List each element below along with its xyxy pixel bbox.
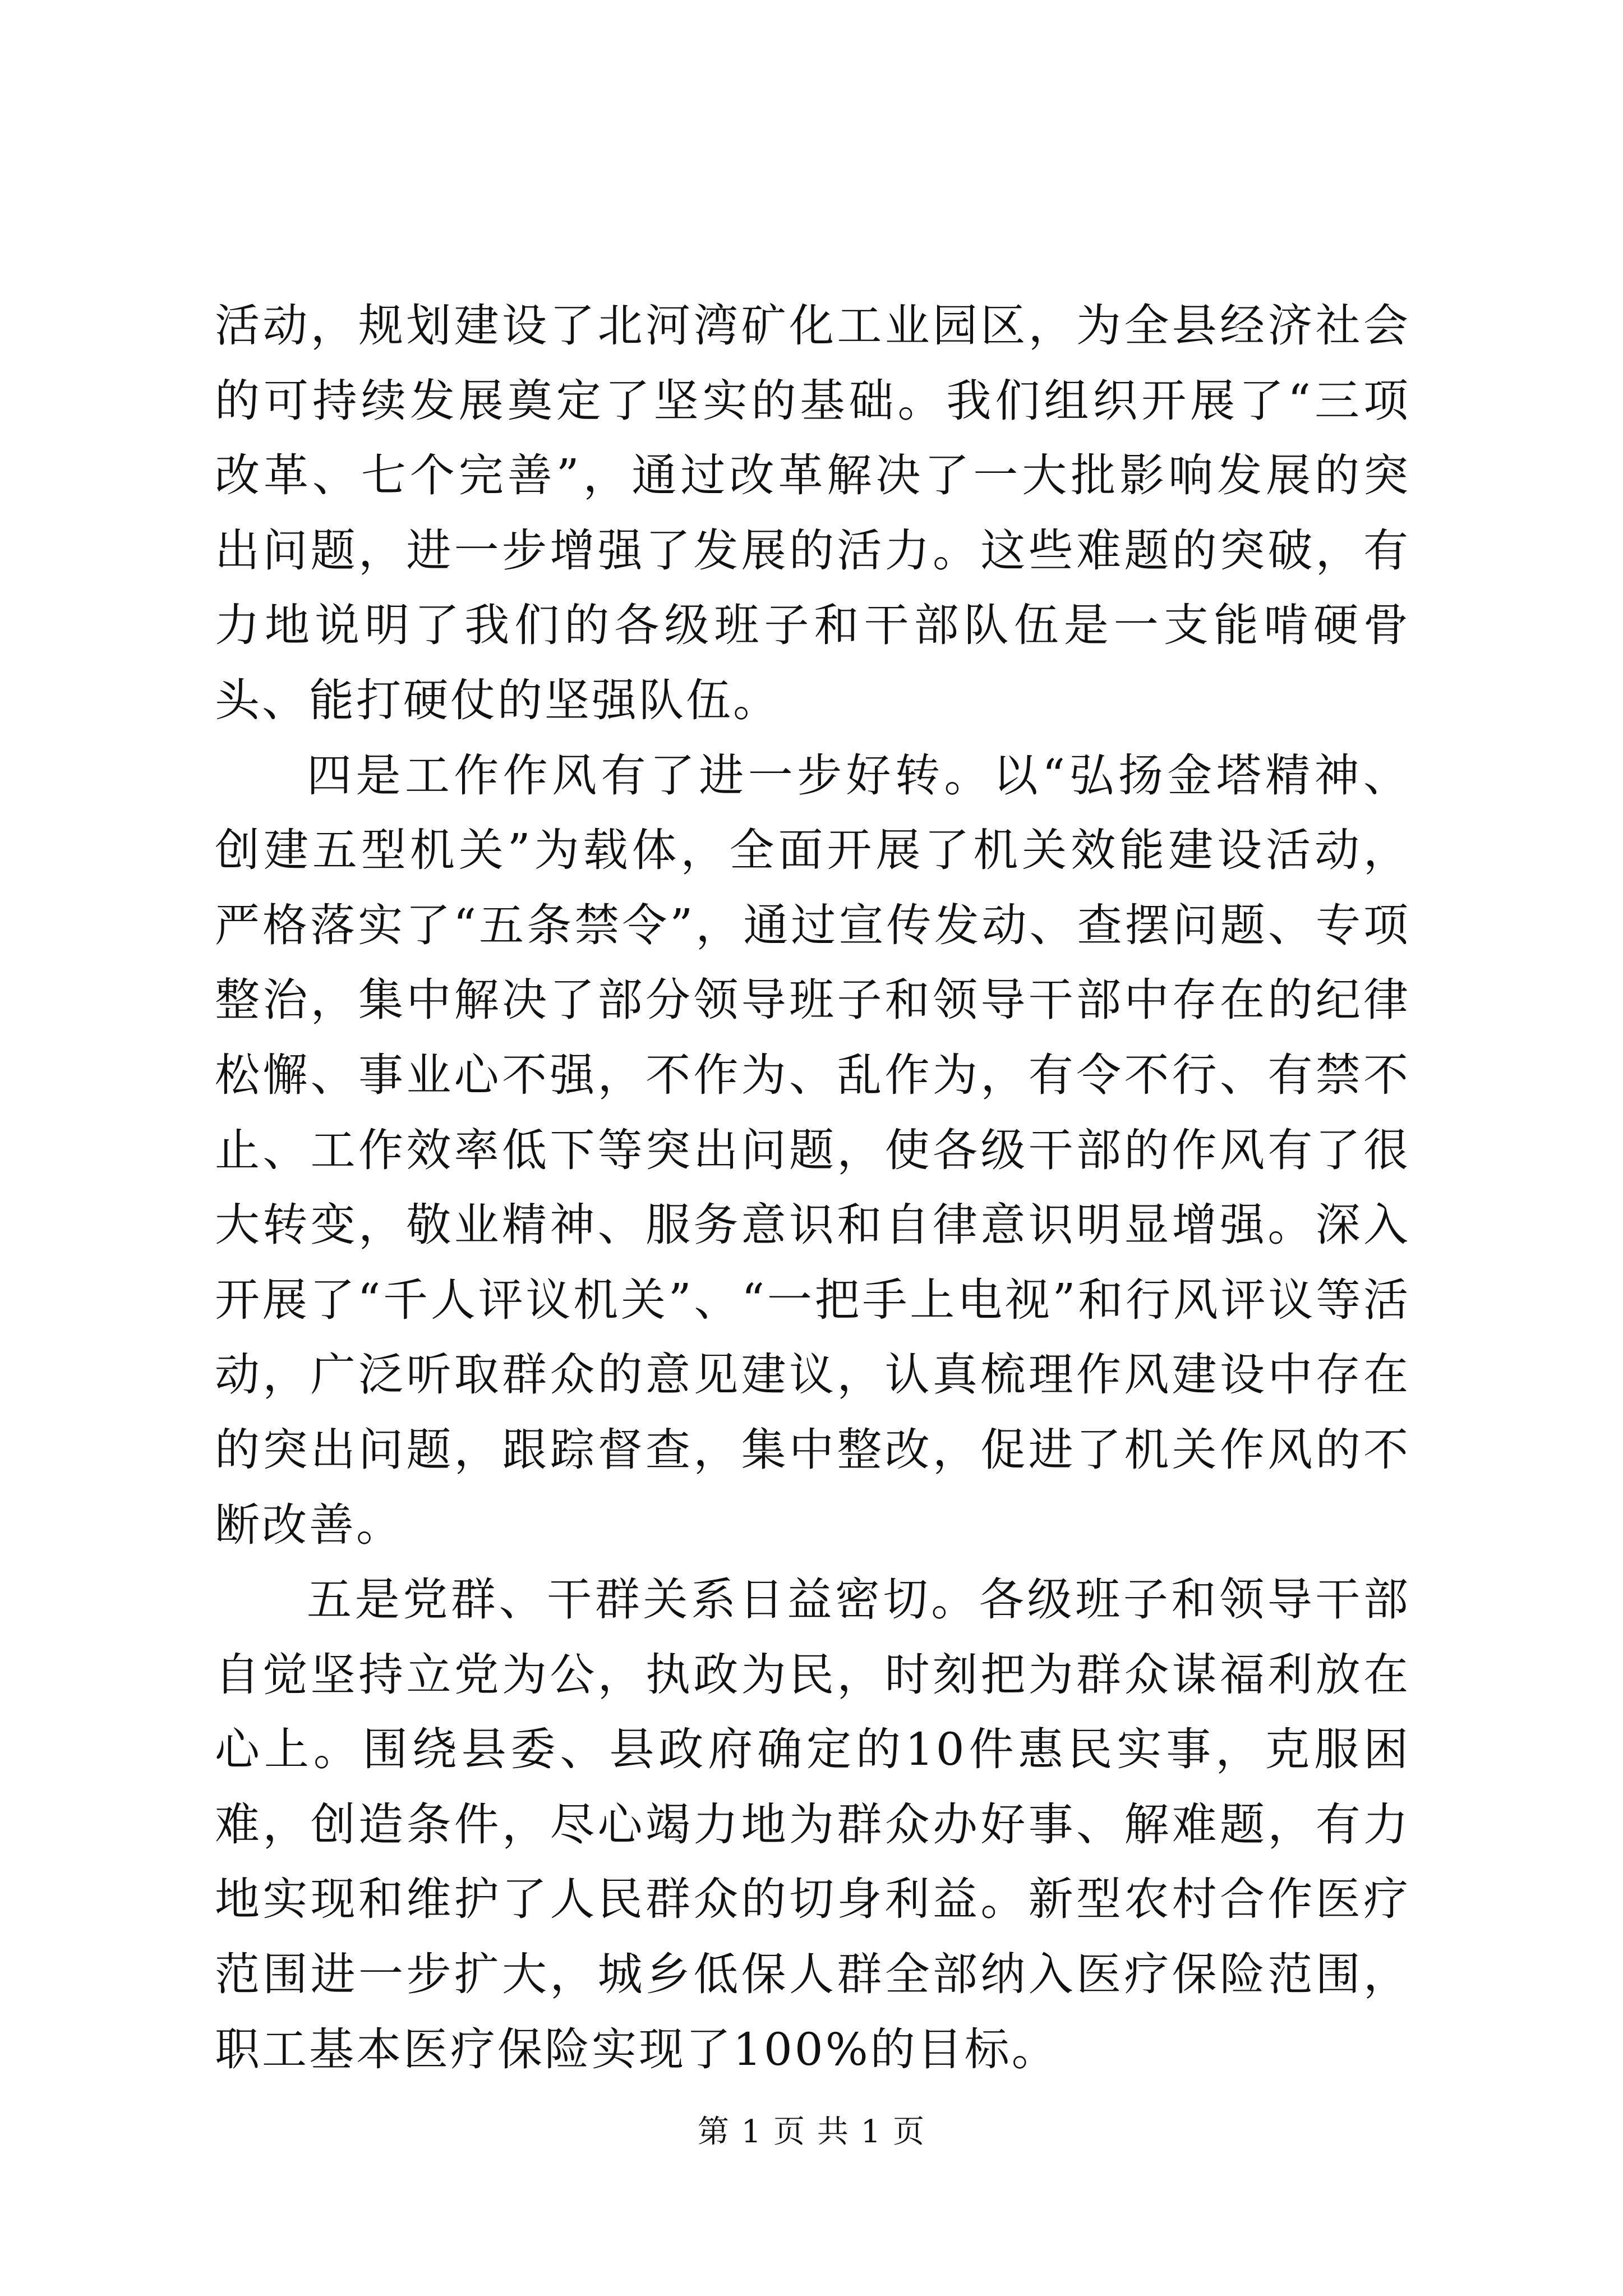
paragraph-continuation: 活动，规划建设了北河湾矿化工业园区，为全县经济社会的可持续发展奠定了坚实的基础。我们组织开展了“三项改革、七个完善”，通过改革解决了一大批影响发展的突出问题，进一步增强了发展的活力。这些难题的突破，有力地说明了我们的各级班子和干部队伍是一支能啃硬骨头、能打硬仗的坚强队伍。 bbox=[215, 300, 1410, 726]
page-number-footer: 第 1 页 共 1 页 bbox=[697, 2114, 926, 2150]
paragraph-work-style: 四是工作作风有了进一步好转。以“弘扬金塔精神、创建五型机关”为载体，全面开展了机关效能建设活动，严格落实了“五条禁令”，通过宣传发动、查摆问题、专项整治，集中解决了部分领导班子和领导干部中存在的纪律松懈、事业心不强，不作为、乱作为，有令不行、有禁不止、工作效率低下等突出问题，使各级干部的作风有了很大转变，敬业精神、服务意识和自律意识明显增强。深入开展了“千人评议机关”、“一把手上电视”和行风评议等活动，广泛听取群众的意见建议，认真梳理作风建设中存在的突出问题，跟踪督查，集中整改，促进了机关作风的不断改善。 bbox=[215, 749, 1410, 1551]
document-body bbox=[215, 288, 1410, 2087]
paragraph-party-mass-relations: 五是党群、干群关系日益密切。各级班子和领导干部自觉坚持立党为公，执政为民，时刻把为群众谋福利放在心上。围绕县委、县政府确定的10件惠民实事，克服困难，创造条件，尽心竭力地为群众办好事、解难题，有力地实现和维护了人民群众的切身利益。新型农村合作医疗范围进一步扩大，城乡低保人群全部纳入医疗保险范围，职工基本医疗保险实现了100%的目标。 bbox=[215, 1573, 1410, 2076]
